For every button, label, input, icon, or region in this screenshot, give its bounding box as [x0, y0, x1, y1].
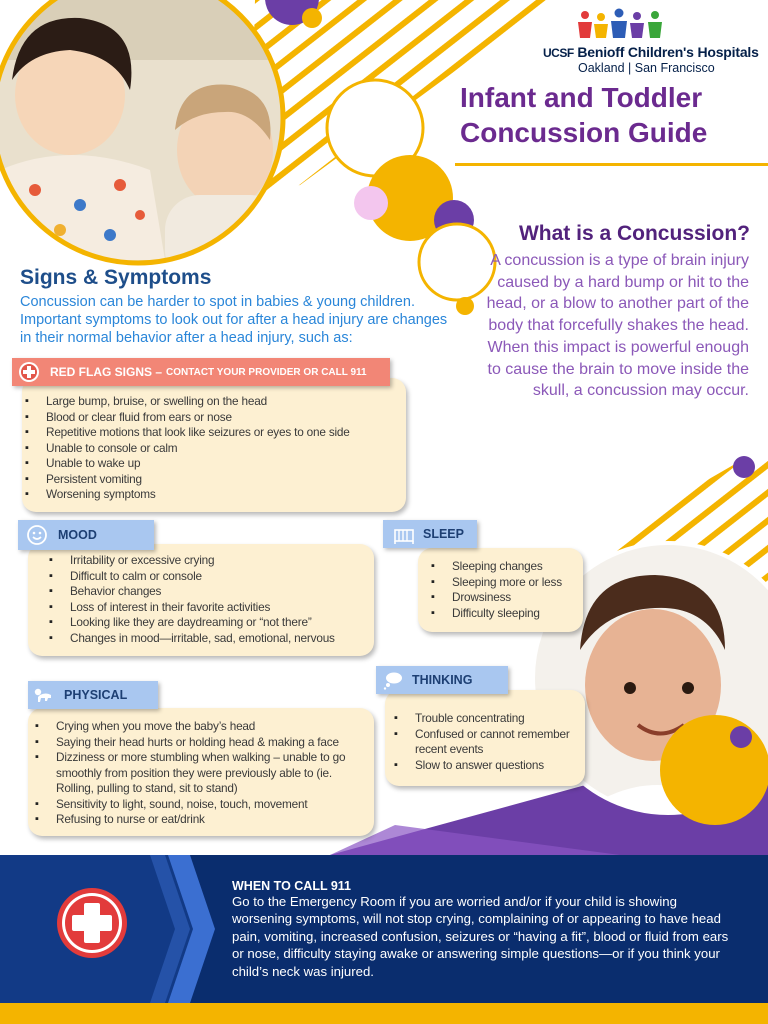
sleep-card — [418, 548, 583, 632]
list-item: ▪ Difficult to calm or console — [46, 569, 374, 585]
mood-label — [18, 520, 154, 550]
red-cross-icon — [55, 886, 129, 960]
list-item: ▪ Drowsiness — [428, 590, 583, 606]
list-item: ▪ Difficulty sleeping — [428, 606, 583, 622]
children-figures-icon — [575, 8, 671, 42]
sleep-label-text: SLEEP — [423, 527, 464, 541]
toddlers-photo — [0, 0, 290, 285]
list-item: ▪ Loss of interest in their favorite activities — [46, 600, 374, 616]
sleep-label — [383, 520, 477, 548]
physical-card — [28, 708, 374, 836]
list-item: ▪ Saying their head hurts or holding head & making a face — [32, 735, 366, 751]
logo-locations: Oakland | San Francisco — [578, 61, 715, 75]
red-flag-card — [22, 378, 406, 512]
list-item: ▪ Refusing to nurse or eat/drink — [32, 812, 366, 828]
crawling-baby-icon — [32, 684, 54, 706]
list-item: ▪ Blood or clear fluid from ears or nose — [22, 410, 406, 426]
thinking-card — [385, 690, 585, 786]
physical-label-text: PHYSICAL — [64, 688, 128, 702]
what-is-title: What is a Concussion? — [518, 222, 750, 245]
what-is-text: A concussion is a type of brain injury caused by a hard bump or hit to the head, or a blow to another part of the body that forcefully shakes the head. When this impact is powerful enough to cause the brain to move inside the skull, a concussion may occur. — [486, 252, 749, 400]
red-flag-subtitle: CONTACT YOUR PROVIDER OR CALL 911 — [166, 366, 367, 378]
list-item: ▪ Dizziness or more stumbling when walking – unable to go smoothly from position they were previously able to (ie. Rolling, pulling to stand, sit to stand) — [32, 750, 366, 797]
physical-label — [28, 681, 158, 709]
logo-prefix: UCSF — [543, 46, 574, 60]
smiley-face-icon — [26, 524, 48, 546]
mood-label-text: MOOD — [58, 528, 97, 542]
list-item: ▪ Large bump, bruise, or swelling on the head — [22, 394, 406, 410]
red-flag-title: RED FLAG SIGNS – — [50, 365, 163, 379]
list-item: ▪ Crying when you move the baby’s head — [32, 719, 366, 735]
mood-card — [28, 544, 374, 656]
physical-list — [28, 708, 374, 828]
signs-intro: Concussion can be harder to spot in babies & young children. Important symptoms to look out for after a head injury are changes in their normal behavior after a head injury, such as: — [20, 294, 448, 346]
sleep-list — [418, 548, 583, 621]
list-item: ▪ Unable to wake up — [22, 456, 406, 472]
emergency-title: WHEN TO CALL 911 — [232, 879, 352, 893]
emergency-text: Go to the Emergency Room if you are worried and/or if your child is showing worsening symptoms, will not stop crying, complaining of or appearing to have head pain, vomiting, increased confusion, seizures or “having a fit”, blood or fluid from ears or nose, difficulty staying awake or answering simple questions—or if you think your child’s neck was injured. — [232, 894, 729, 979]
list-item: ▪ Sleeping changes — [428, 559, 583, 575]
title-divider — [455, 163, 768, 166]
crib-icon — [393, 523, 415, 545]
ucsf-logo — [543, 8, 758, 78]
list-item: ▪ Persistent vomiting — [22, 472, 406, 488]
list-item: ▪ Repetitive motions that look like seizures or eyes to one side — [22, 425, 406, 441]
title-line-2: Concussion Guide — [460, 117, 708, 148]
title-line-1: Infant and Toddler — [460, 82, 703, 113]
mood-list — [28, 544, 374, 646]
footer-gold-bar — [0, 1003, 768, 1024]
list-item: ▪ Irritability or excessive crying — [46, 553, 374, 569]
list-item: ▪ Sleeping more or less — [428, 575, 583, 591]
red-flag-list — [22, 378, 406, 503]
list-item: ▪ Worsening symptoms — [22, 487, 406, 503]
thinking-label-text: THINKING — [412, 673, 473, 687]
red-flag-label — [12, 358, 390, 386]
list-item: ▪ Changes in mood—irritable, sad, emotional, nervous — [46, 631, 374, 647]
list-item: ▪ Sensitivity to light, sound, noise, touch, movement — [32, 797, 366, 813]
logo-org-name: Benioff Children's Hospitals — [577, 44, 759, 60]
signs-title: Signs & Symptoms — [20, 266, 212, 289]
thinking-label — [376, 666, 508, 694]
list-item: ▪ Slow to answer questions — [391, 758, 579, 774]
medical-cross-icon — [18, 361, 40, 383]
list-item: ▪ Behavior changes — [46, 584, 374, 600]
thinking-list — [385, 690, 585, 773]
thought-bubble-icon — [382, 669, 404, 691]
list-item: ▪ Looking like they are daydreaming or “not there” — [46, 615, 374, 631]
list-item: ▪ Confused or cannot remember recent events — [391, 727, 579, 758]
page-title — [460, 80, 760, 150]
list-item: ▪ Trouble concentrating — [391, 711, 579, 727]
list-item: ▪ Unable to console or calm — [22, 441, 406, 457]
